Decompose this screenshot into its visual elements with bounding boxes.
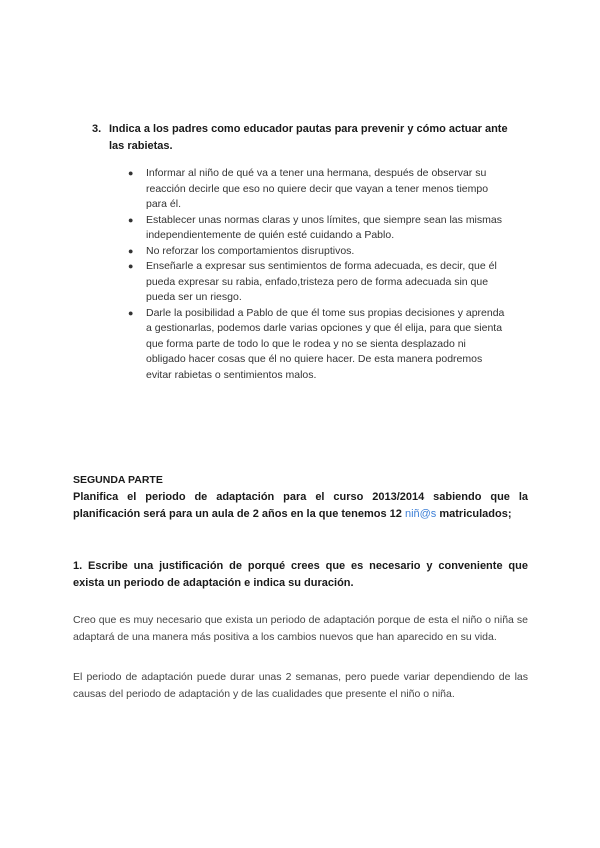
list-item bbox=[128, 259, 508, 306]
list-item-text: No reforzar los comportamientos disruptivos. bbox=[146, 244, 355, 257]
list-item-text: Darle la posibilidad a Pablo de que él tome sus propias decisiones y aprenda a gestionarlas, podemos darle varias opciones y que él elija, para que sienta que forma parte de todo lo que le rodea y no se sienta desplazado ni obligado hacer cosas que él no quiere hacer. De esta manera podremos evitar rabietas o sentimientos malos. bbox=[146, 306, 505, 381]
list-item bbox=[128, 244, 508, 260]
bullet-dot-icon: ● bbox=[128, 214, 134, 225]
list-item-text: Establecer unas normas claras y unos límites, que siempre sean las mismas independientemente de quién esté cuidando a Pablo. bbox=[146, 213, 502, 241]
answer-paragraph: Creo que es muy necesario que exista un periodo de adaptación porque de esta el niño o niña se adaptará de una manera más positiva a los cambios nuevos que han aparecido en su vida. bbox=[73, 613, 528, 643]
list-item bbox=[128, 213, 508, 244]
list-item-text: Informar al niño de qué va a tener una hermana, después de observar su reacción decirle que eso no quiere decir que vayan a tener menos tiempo para él. bbox=[146, 167, 489, 210]
highlighted-term: niñ@s bbox=[404, 508, 437, 520]
bullet-dot-icon: ● bbox=[128, 261, 134, 271]
planning-statement bbox=[73, 489, 528, 523]
list-item-text: Enseñarle a expresar sus sentimientos de forma adecuada, es decir, que él pueda expresar su rabia, enfado,tristeza pero de forma adecuada sin que pueda ser un riesgo. bbox=[146, 260, 497, 303]
tips-bullet-list bbox=[128, 166, 508, 383]
list-item bbox=[128, 306, 508, 384]
question-3-number: 3. bbox=[92, 123, 102, 135]
question-1: 1. Escribe una justificación de porqué crees que es necesario y conveniente que exista un periodo de adaptación e indica su duración. bbox=[73, 560, 528, 589]
answer-paragraph: El periodo de adaptación puede durar unas 2 semanas, pero puede variar dependiendo de las causas del periodo de adaptación y de las cualidades que presente el niño o niña. bbox=[73, 670, 528, 700]
section-heading: SEGUNDA PARTE bbox=[73, 474, 163, 486]
bullet-dot-icon: ● bbox=[128, 168, 134, 178]
bullet-dot-icon: ● bbox=[128, 307, 134, 318]
list-item bbox=[128, 166, 508, 213]
planning-text-after: matriculados; bbox=[436, 508, 512, 520]
question-3 bbox=[92, 121, 512, 155]
planning-text-before: Planifica el periodo de adaptación para el curso 2013/2014 sabiendo que la planificación será para un aula de 2 años en la que tenemos 12 bbox=[73, 491, 528, 520]
bullet-dot-icon: ● bbox=[128, 245, 134, 256]
question-3-text: Indica a los padres como educador pautas para prevenir y cómo actuar ante las rabietas. bbox=[109, 123, 508, 152]
